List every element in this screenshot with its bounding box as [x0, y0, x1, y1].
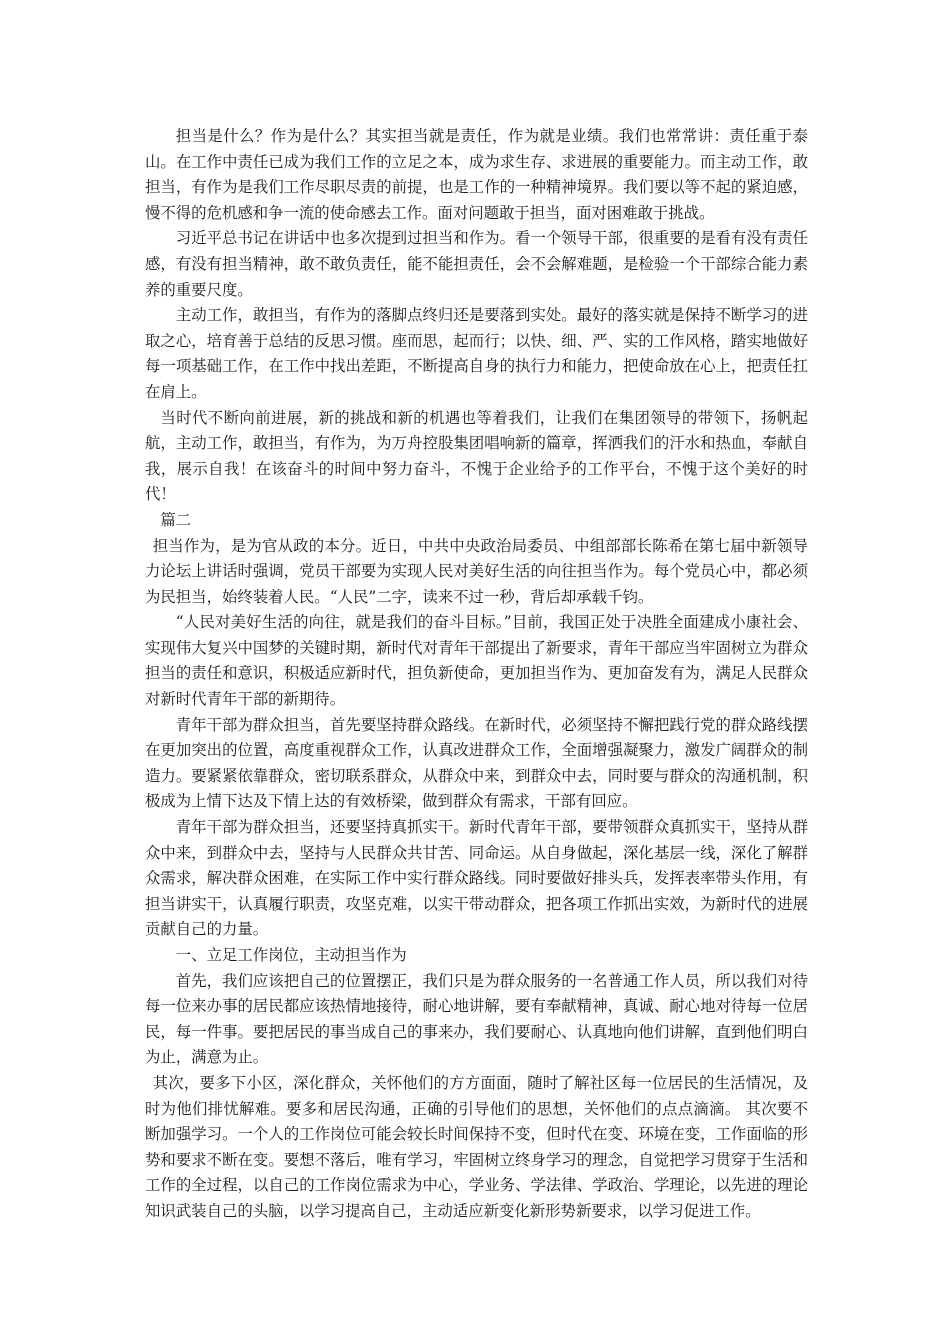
subheading-1: 一、立足工作岗位，主动担当作为 [175, 946, 407, 964]
paragraph-10: 其次，要多下小区，深化群众，关怀他们的方方面面，随时了解社区每一位居民的生活情况，及时为他们排忧解难。要多和居民沟通，正确的引导他们的思想，关怀他们的点点滴滴。 其次要不断加强学习。一个人的工作岗位可能会较长时间保持不变，但时代在变、环境在变，工作面临的形势和要求不断在变。要想不落后，唯有学习，牢固树立终身学习的理念，自觉把学习贯穿于生活和工作的全过程，以自己的工作岗位需求为中心，学业务、学法律、学政治、学理论，以先进的理论知识武装自己的头脑，以学习提高自己，主动适应新变化新形势新要求，以学习促进工作。 [145, 1073, 808, 1220]
paragraph-4: 当时代不断向前进展，新的挑战和新的机遇也等着我们，让我们在集团领导的带领下，扬帆起航，主动工作，敢担当，有作为，为万舟控股集团唱响新的篇章，挥洒我们的汗水和热血，奉献自我，展示自我！在该奋斗的时间中努力奋斗，不愧于企业给予的工作平台，不愧于这个美好的时代！ [145, 408, 808, 504]
document-body [145, 124, 808, 1225]
paragraph-9: 首先，我们应该把自己的位置摆正，我们只是为群众服务的一名普通工作人员，所以我们对待每一位来办事的居民都应该热情地接待，耐心地讲解，要有奉献精神，真诚、耐心地对待每一位居民，每一件事。要把居民的事当成自己的事来办，我们要耐心、认真地向他们讲解，直到他们明白为止，满意为止。 [145, 971, 808, 1067]
paragraph-2: 习近平总书记在讲话中也多次提到过担当和作为。看一个领导干部，很重要的是看有没有责任感，有没有担当精神，敢不敢负责任，能不能担责任，会不会解难题，是检验一个干部综合能力素养的重要尺度。 [145, 229, 808, 299]
paragraph-7: 青年干部为群众担当，首先要坚持群众路线。在新时代，必须坚持不懈把践行党的群众路线摆在更加突出的位置，高度重视群众工作，认真改进群众工作，全面增强凝聚力，激发广阔群众的制造力。要紧紧依靠群众，密切联系群众，从群众中来，到群众中去，同时要与群众的沟通机制，积极成为上情下达及下情上达的有效桥梁，做到群众有需求，干部有回应。 [145, 715, 808, 811]
paragraph-1: 担当是什么？作为是什么？其实担当就是责任，作为就是业绩。我们也常常讲：责任重于泰山。在工作中责任已成为我们工作的立足之本，成为求生存、求进展的重要能力。而主动工作，敢担当，有作为是我们工作尽职尽责的前提，也是工作的一种精神境界。我们要以等不起的紧迫感，慢不得的危机感和争一流的使命感去工作。面对问题敢于担当，面对困难敢于挑战。 [145, 127, 808, 222]
paragraph-3: 主动工作，敢担当，有作为的落脚点终归还是要落到实处。最好的落实就是保持不断学习的进取之心，培育善于总结的反思习惯。座而思，起而行；以快、细、严、实的工作风格，踏实地做好每一项基础工作，在工作中找出差距，不断提高自身的执行力和能力，把使命放在心上，把责任扛在肩上。 [145, 306, 808, 401]
section-heading-pian-er: 篇二 [160, 510, 192, 529]
paragraph-8: 青年干部为群众担当，还要坚持真抓实干。新时代青年干部，要带领群众真抓实干，坚持从群众中来，到群众中去，坚持与人民群众共甘苦、同命运。从自身做起，深化基层一线，深化了解群众需求，解决群众困难，在实际工作中实行群众路线。同时要做好排头兵，发挥表率带头作用，有担当讲实干，认真履行职责，攻坚克难，以实干带动群众，把各项工作抓出实效，为新时代的进展贡献自己的力量。 [145, 818, 808, 939]
paragraph-5: 担当作为，是为官从政的本分。近日，中共中央政治局委员、中组部部长陈希在第七届中新领导力论坛上讲话时强调，党员干部要为实现人民对美好生活的向往担当作为。每个党员心中，都必须为民担当，始终装着人民。“人民”二字，读来不过一秒，背后却承载千钧。 [145, 536, 808, 606]
paragraph-6: “人民对美好生活的向往，就是我们的奋斗目标。”目前，我国正处于决胜全面建成小康社会、实现伟大复兴中国梦的关键时期，新时代对青年干部提出了新要求，青年干部应当牢固树立为群众担当的责任和意识，积极适应新时代，担负新使命，更加担当作为、更加奋发有为，满足人民群众对新时代青年干部的新期待。 [145, 613, 808, 709]
